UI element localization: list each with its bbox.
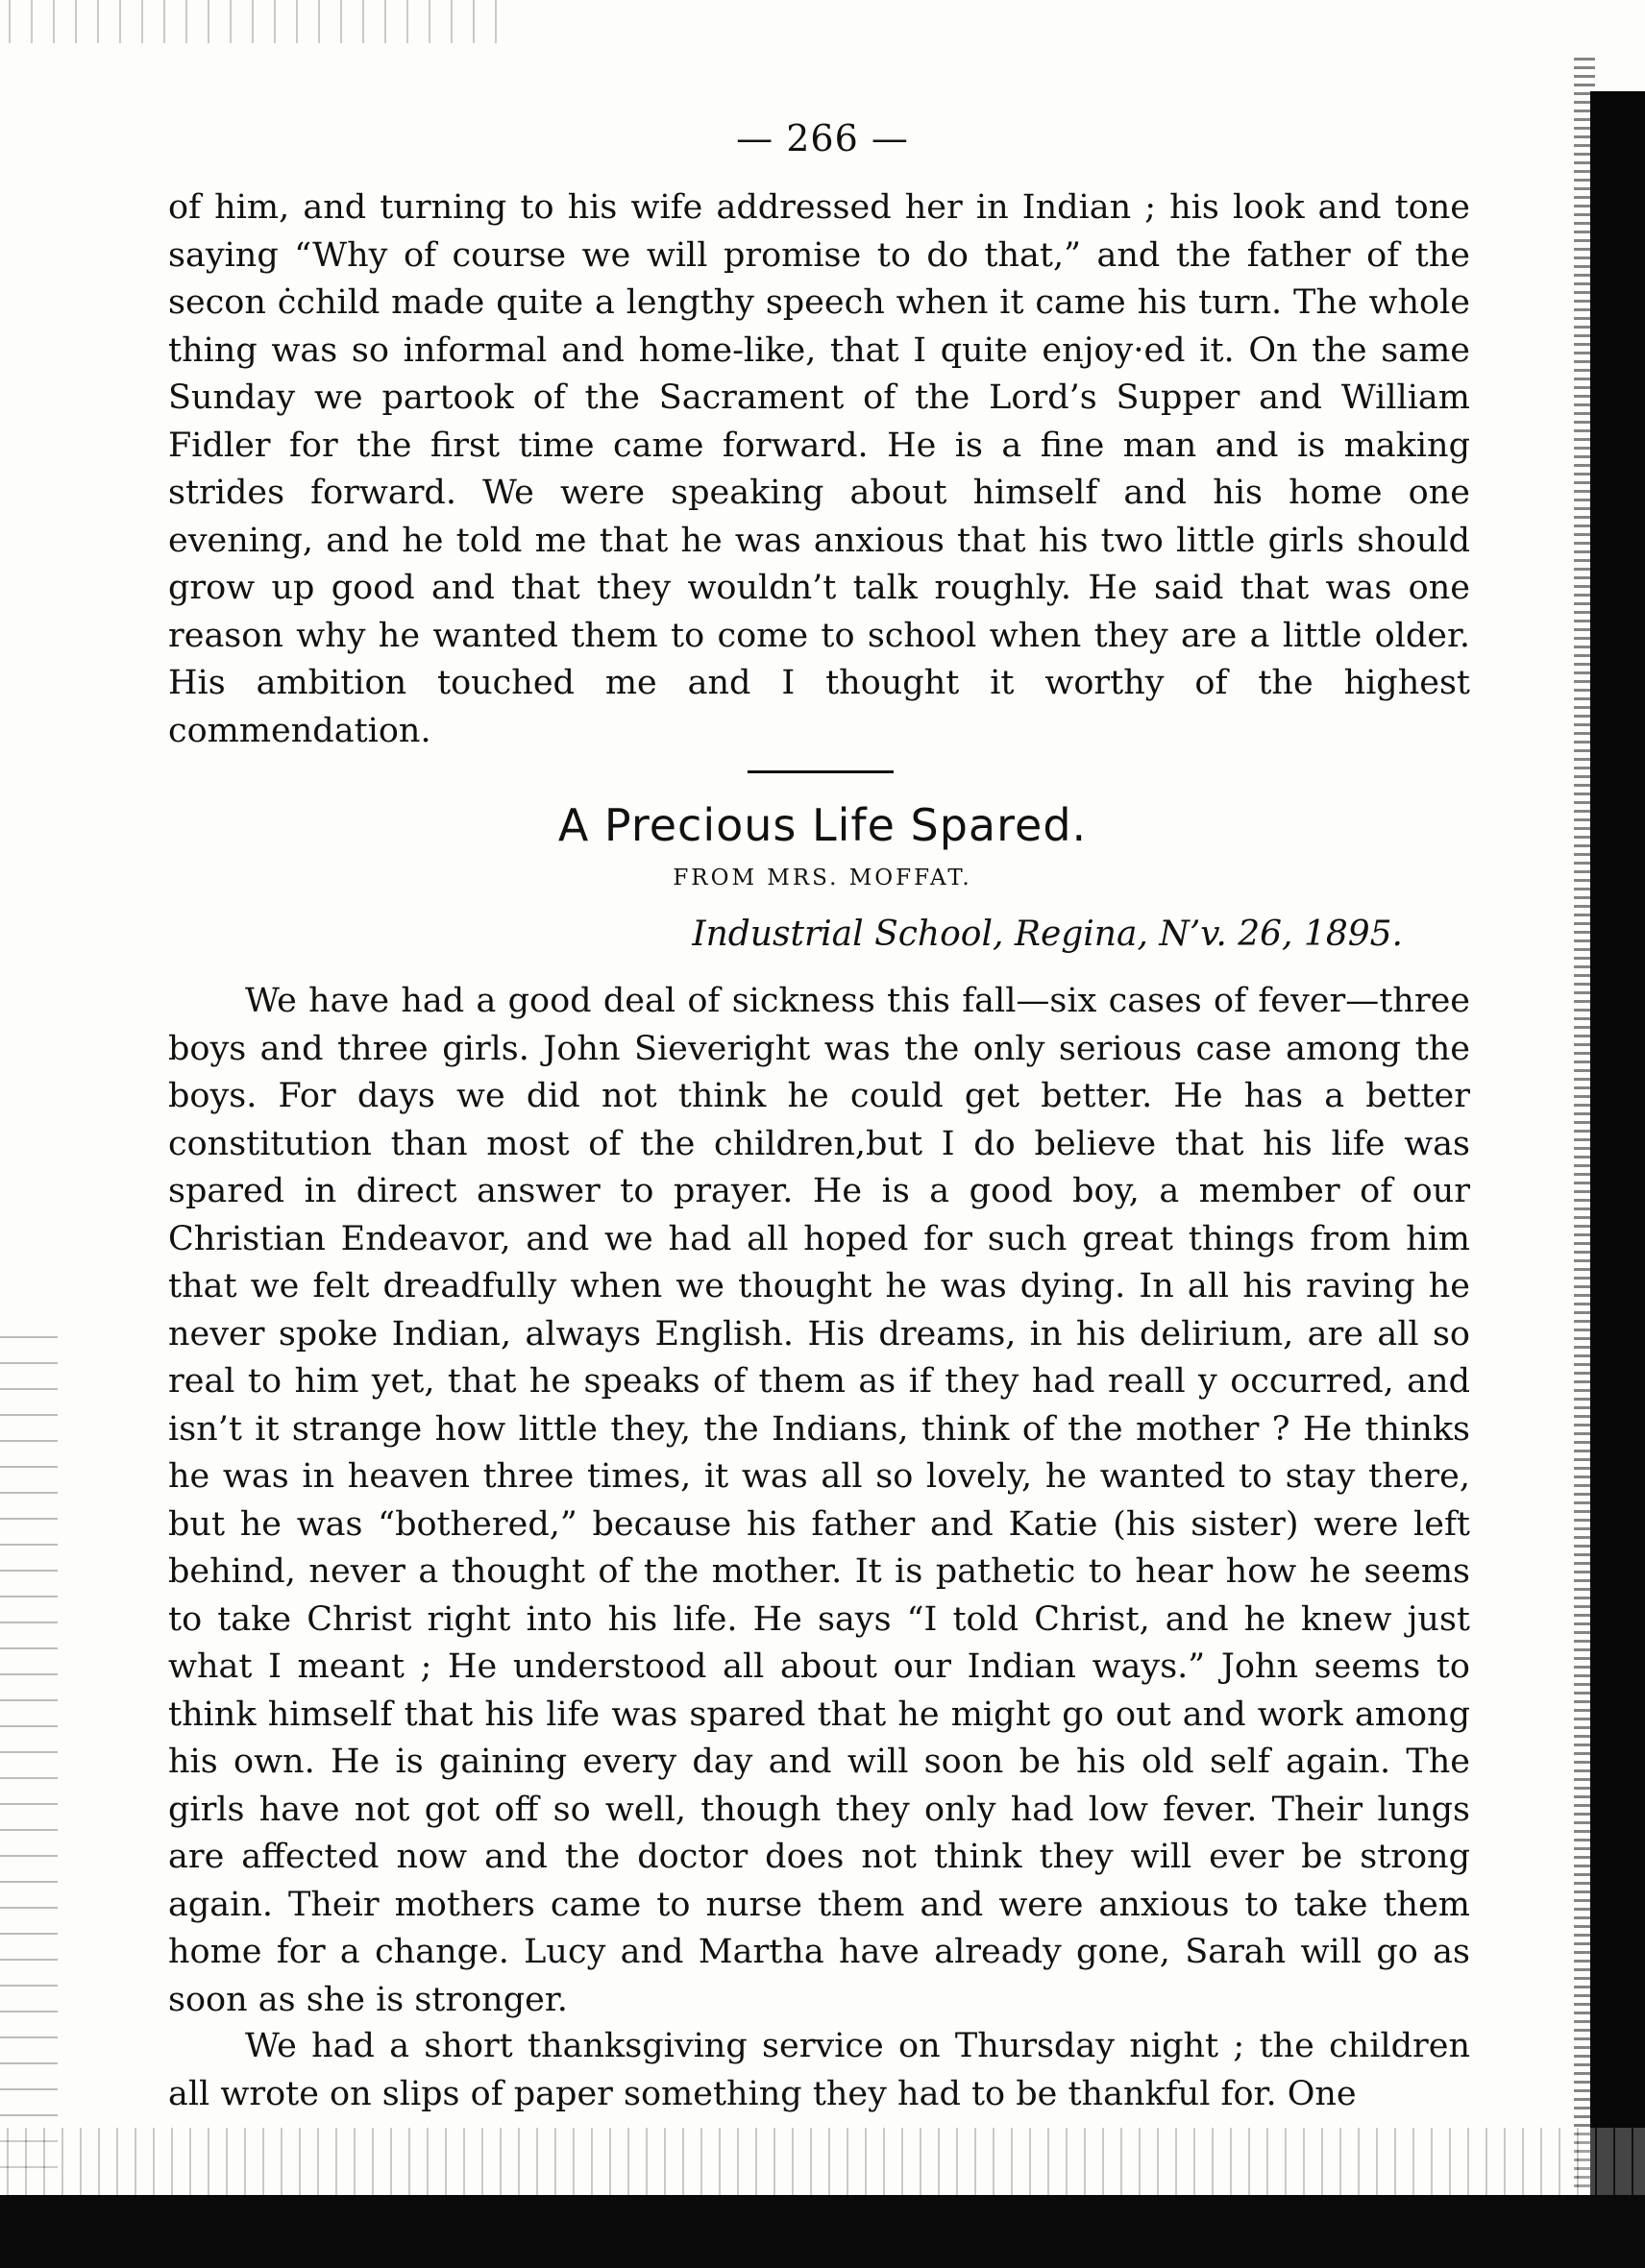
scan-noise-top: [0, 0, 500, 43]
scan-noise-bottom: [0, 2128, 1645, 2195]
scan-noise-left: [0, 1326, 58, 2171]
section-divider: [748, 770, 894, 773]
article-paragraph-2: We had a short thanksgiving service on Thursday night ; the children all wrote on slips of paper something they had to be thankful for. One: [168, 2027, 1470, 2113]
scan-border-right: [1590, 91, 1645, 2268]
article-byline: FROM MRS. MOFFAT.: [673, 866, 972, 890]
page-number: — 266 —: [736, 117, 909, 159]
paragraph-continued: of him, and turning to his wife addressed her in Indian ; his look and tone saying “Why of course we will promise to do that,” and the father of the secon ċchild made quite a lengthy speech when it came his turn. The whole thing was so informal and home-like, that I quite enjoy·ed it. On the same Sunday we partook of the Sacrament of the Lord’s Supper and William Fidler for the first time came forward. He is a fine man and is making strides forward. We were speaking about himself and his home one evening, and he told me that he was anxious that his two little girls should grow up good and that they wouldn’t talk roughly. He said that was one reason why he wanted them to come to school when they are a little older. His ambition touched me and I thought it worthy of the highest commendation.: [168, 188, 1470, 750]
article-paragraph-1: We have had a good deal of sickness this fall—six cases of fever—three boys and three girls. John Sieveright was the only serious case among the boys. For days we did not think he could get better. He has a better constitution than most of the children,but I do believe that his life was spared in direct answer to prayer. He is a good boy, a member of our Christian Endeavor, and we had all hoped for such great things from him that we felt dreadfully when we thought he was dying. In all his raving he never spoke Indian, always English. His dreams, in his delirium, are all so real to him yet, that he speaks of them as if they had reall y occurred, and isn’t it strange how little they, the Indians, think of the mother ? He thinks he was in heaven three times, it was all so lovely, he wanted to stay there, but he was “bothered,” because his father and Katie (his sister) were left behind, never a thought of the mother. It is pathetic to hear how he seems to take Christ right into his life. He says “I told Christ, and he knew just what I meant ; He understood all about our Indian ways.” John seems to think himself that his life was spared that he might go out and work among his own. He is gaining every day and will soon be his old self again. The girls have not got off so well, though they only had low fever. Their lungs are affected now and the doctor does not think they will ever be strong again. Their mothers came to nurse them and were anxious to take them home for a change. Lucy and Martha have already gone, Sarah will go as soon as she is stronger.: [168, 982, 1470, 2019]
article-title: A Precious Life Spared.: [557, 799, 1088, 851]
scan-border-bottom: [0, 2195, 1645, 2268]
article-dateline: Industrial School, Regina, N’v. 26, 1895.: [692, 915, 1403, 954]
